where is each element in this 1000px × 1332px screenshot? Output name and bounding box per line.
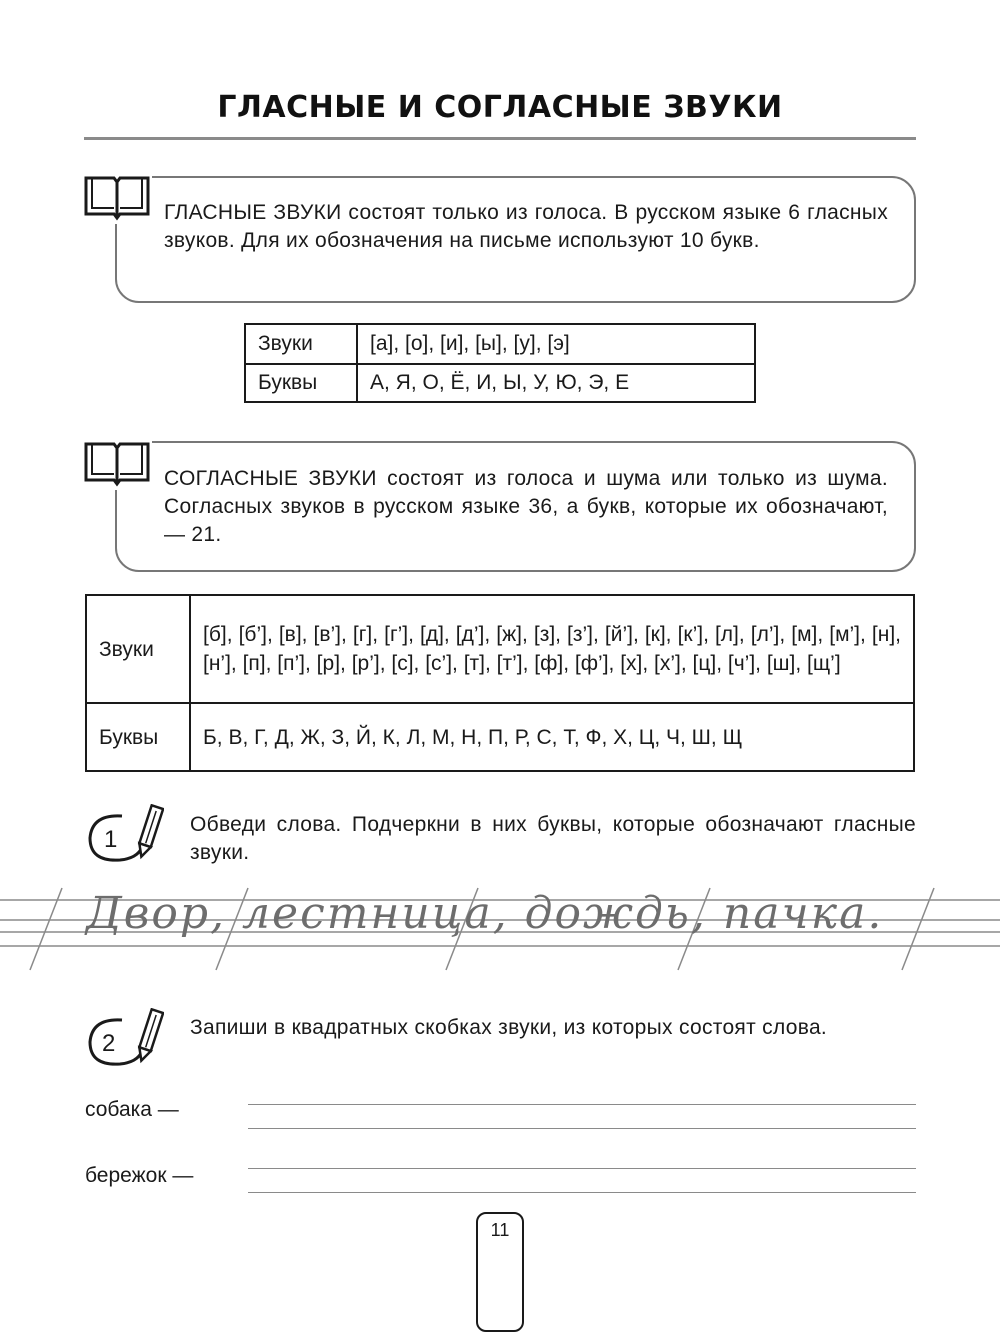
page-title: ГЛАСНЫЕ И СОГЛАСНЫЕ ЗВУКИ: [217, 90, 783, 125]
table-cell-label: Буквы: [245, 364, 357, 402]
answer-line[interactable]: [248, 1104, 916, 1105]
consonants-rule-text: СОГЛАСНЫЕ ЗВУКИ состоят из голоса и шума или только из шума. Согласных звуков в русском языке 36, а букв, которые их обозначают, — 21.: [164, 467, 888, 546]
table-cell-label: Звуки: [245, 324, 357, 364]
table-cell-value: Б, В, Г, Д, Ж, З, Й, К, Л, М, Н, П, Р, С, Т, Ф, Х, Ц, Ч, Ш, Щ: [190, 703, 914, 771]
pencil-icon: [84, 1008, 164, 1068]
table-row: [86, 595, 914, 703]
word-label: собака —: [85, 1098, 179, 1121]
table-cell-label: Буквы: [86, 703, 190, 771]
table-cell-value: [б], [б’], [в], [в’], [г], [г’], [д], [д’], [ж], [з], [з’], [й’], [к], [к’], [л], [л’], [м], [м’], [н], [н’], [п], [п’], [р], [р’], [с], [с’], [т], [т’], [ф], [ф’], [х], [х’], [ц], [ч’], [ш], [щ’]: [190, 595, 914, 703]
table-row: [86, 703, 914, 771]
table-cell-label: Звуки: [86, 595, 190, 703]
task2-instruction: Запиши в квадратных скобках звуки, из которых состоят слова.: [190, 1016, 828, 1039]
open-book-icon: [80, 438, 154, 492]
open-book-icon: [80, 172, 154, 226]
word-label: бережок —: [85, 1164, 194, 1187]
vowels-table: [244, 323, 756, 403]
page-number: 11: [490, 1220, 510, 1240]
answer-line[interactable]: [248, 1128, 916, 1129]
task1-instruction: Обведи слова. Подчеркни в них буквы, которые обозначают гласные звуки.: [190, 813, 916, 864]
answer-line[interactable]: [248, 1192, 916, 1193]
pencil-icon: [84, 804, 164, 864]
task-number: 1: [104, 826, 118, 853]
table-row: [245, 364, 755, 402]
cursive-words: Двор, лестница, дождь, пачка.: [86, 888, 884, 939]
consonants-table: [85, 594, 915, 772]
answer-line[interactable]: [248, 1168, 916, 1169]
table-cell-value: [а], [о], [и], [ы], [у], [э]: [357, 324, 755, 364]
title-divider: [84, 137, 916, 140]
task-number: 2: [102, 1030, 116, 1057]
table-cell-value: А, Я, О, Ё, И, Ы, У, Ю, Э, Е: [357, 364, 755, 402]
vowels-rule-text: ГЛАСНЫЕ ЗВУКИ состоят только из голоса. В русском языке 6 гласных звуков. Для их обозначения на письме используют 10 букв.: [164, 201, 888, 252]
table-row: [245, 324, 755, 364]
